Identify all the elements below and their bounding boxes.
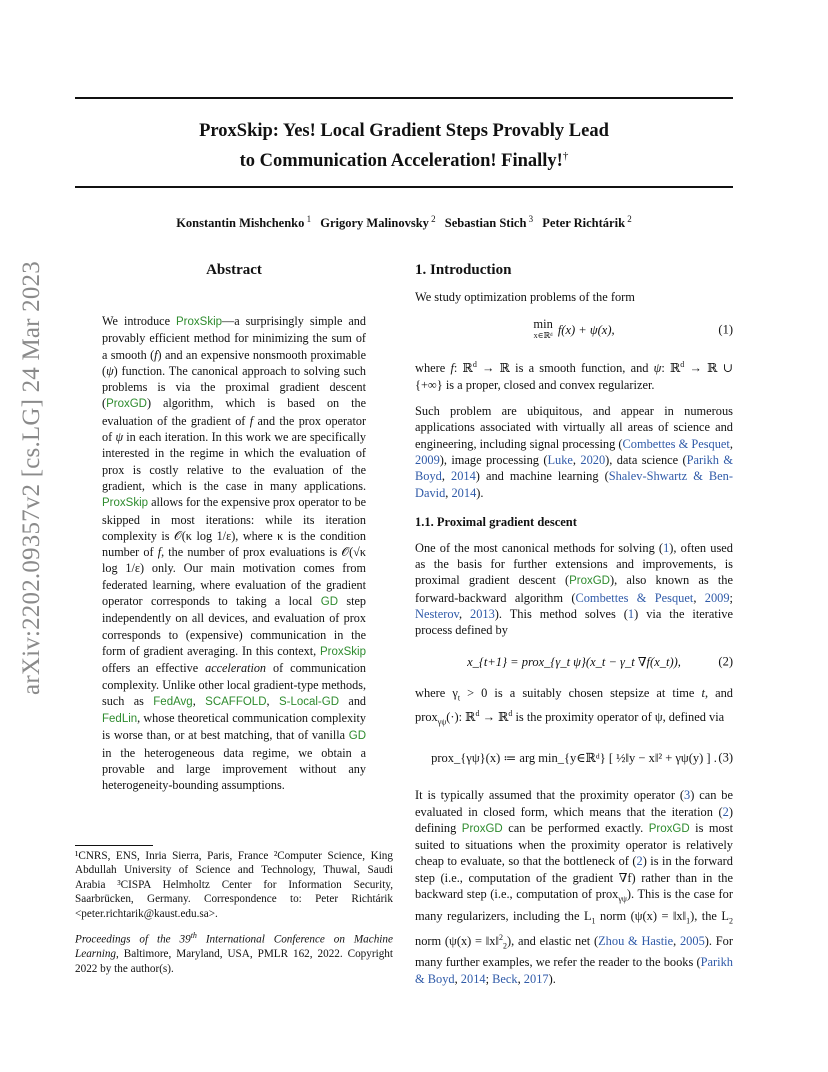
equation-3: [415, 737, 733, 779]
proceedings-note: Proceedings of the 39th International Conference on Machine Learning, Baltimore, Maryland, USA, PMLR 162, 2022. Copyright 2022 by the author(s).: [75, 931, 393, 975]
intro-paragraph-6: It is typically assumed that the proximity operator (3) can be evaluated in closed form, which means that the iteration (2) defining ProxGD can be performed exactly. ProxGD is most suited to situations when the proximity operator is relatively cheap to evaluate, so that the bottleneck of (2) is in the forward step (i.e., computation of the gradient ∇f) rather than in the backward step (i.e., computation of prox$_{\gamma\psi}$). This is the case for many regularizers, including the $L_1$ norm $(\psi(x) = ‖x‖_1)$, the $L_2$ norm (ψ(x) = ‖x‖$^2_2$), and elastic net (Zhou & Hastie, 2005). For many further examples, we refer the reader to the books (Parikh & Boyd, 2014; Beck, 2017).: [415, 788, 734, 986]
author-3: Sebastian Stich $^3$: [444, 214, 534, 231]
arxiv-stamp: [8, 261, 56, 695]
equation-3-body: prox_{γψ}(x) ≔ arg min_{y∈ℝᵈ} [ ½‖y − x‖² + γψ(y) ] .: [431, 751, 717, 766]
title-top-rule: [75, 97, 733, 99]
intro-paragraph-1: We study optimization problems of the form: [415, 290, 635, 304]
equation-2-body: x_{t+1} = prox_{γ_t ψ}(x_t − γ_t ∇f(x_t)),: [467, 654, 681, 669]
footnote-rule: [75, 845, 153, 846]
author-2: Grigory Malinovsky $^2$: [320, 214, 436, 231]
affiliation-footnote: ¹CNRS, ENS, Inria Sierra, Paris, France ²Computer Science, King Abdullah University of Science and Technology, Thuwal, Saudi Arabia ³CISPA Helmholtz Center for Information Security, Saarbrücken, Germany. Correspondence to: Peter Richtárik <peter.richtarik@kaust.edu.sa>.: [75, 850, 393, 920]
arxiv-stamp-text: arXiv:2202.09357v2 [cs.LG] 24 Mar 2023: [18, 261, 46, 695]
equation-2: [415, 643, 733, 681]
author-4: Peter Richtárik $^2$: [542, 214, 632, 231]
title-line-1: ProxSkip: Yes! Local Gradient Steps Provably Lead: [199, 121, 609, 141]
intro-paragraph-3: Such problem are ubiquitous, and appear in numerous applications associated with virtually all areas of science and engineering, including signal processing (Combettes & Pesquet, 2009), image processing (Luke, 2020), data science (Parikh & Boyd, 2014) and machine learning (Shalev-Shwartz & Ben-David, 2014).: [415, 404, 733, 500]
subsection-heading: 1.1. Proximal gradient descent: [415, 514, 577, 529]
right-column: [415, 260, 733, 987]
title-dagger: †: [562, 150, 569, 162]
equation-1: min x∈ℝᵈ f(x) + ψ(x), (1): [533, 317, 733, 341]
abstract-heading: Abstract: [206, 262, 262, 278]
paper-title: [75, 119, 733, 174]
title-bottom-rule: [75, 186, 733, 188]
left-column: [102, 260, 366, 794]
introduction-heading: 1. Introduction: [415, 262, 512, 278]
equation-3-number: (3): [718, 750, 733, 765]
title-line-2: to Communication Acceleration! Finally!†: [239, 150, 569, 172]
author-list: [75, 214, 733, 231]
equation-2-number: (2): [718, 654, 733, 669]
intro-paragraph-4: One of the most canonical methods for solving (1), often used as the basis for further extensions and improvements, is proximal gradient descent (ProxGD), also known as the forward-backward algorithm (Combettes & Pesquet, 2009; Nesterov, 2013). This method solves (1) via the iterative process defined by: [415, 540, 734, 638]
author-1: Konstantin Mishchenko $^1$: [176, 214, 312, 231]
abstract-text: We introduce ProxSkip—a surprisingly simple and provably efficient method for minimizing the sum of a smooth (f) and an expensive nonsmooth proximable (ψ) function. The canonical approach to solving such problems is via the proximal gradient descent (ProxGD) algorithm, which is based on the evaluation of the gradient of f and the prox operator of ψ in each iteration. In this work we are specifically interested in the regime in which the evaluation of prox is costly relative to the evaluation of the gradient, which is the case in many applications. ProxSkip allows for the expensive prox operator to be skipped in most iterations: while its iteration complexity is 𝒪(κ log 1/ε), where κ is the condition number of f, the number of prox evaluations is 𝒪(√κ log 1/ε) only. Our main motivation comes from federated learning, where evaluation of the gradient operator corresponds to taking a local GD step independently on all devices, and evaluation of prox corresponds to (expensive) communication in the form of gradient averaging. In this context, ProxSkip offers an effective acceleration of communication complexity. Unlike other local gradient-type methods, such as FedAvg, SCAFFOLD, S-Local-GD and FedLin, whose theoretical communication complexity is worse than, or at best matching, that of vanilla GD in the heterogeneous data regime, we obtain a provable and large improvement without any heterogeneity-bounding assumptions.: [102, 314, 367, 793]
equation-1-number: (1): [718, 322, 733, 337]
intro-paragraph-5: where $\gamma_t > 0$ is a suitably chosen stepsize at time t, and prox$_{\gamma\psi}$(·): ℝ$^d$ → ℝ$^d$ is the proximity operator of ψ, defined via: [415, 685, 733, 727]
intro-paragraph-2: where f: ℝ$^d$ → ℝ is a smooth function, and ψ: ℝ$^d$ → ℝ ∪ {+∞} is a proper, closed and convex regularizer.: [415, 360, 733, 392]
